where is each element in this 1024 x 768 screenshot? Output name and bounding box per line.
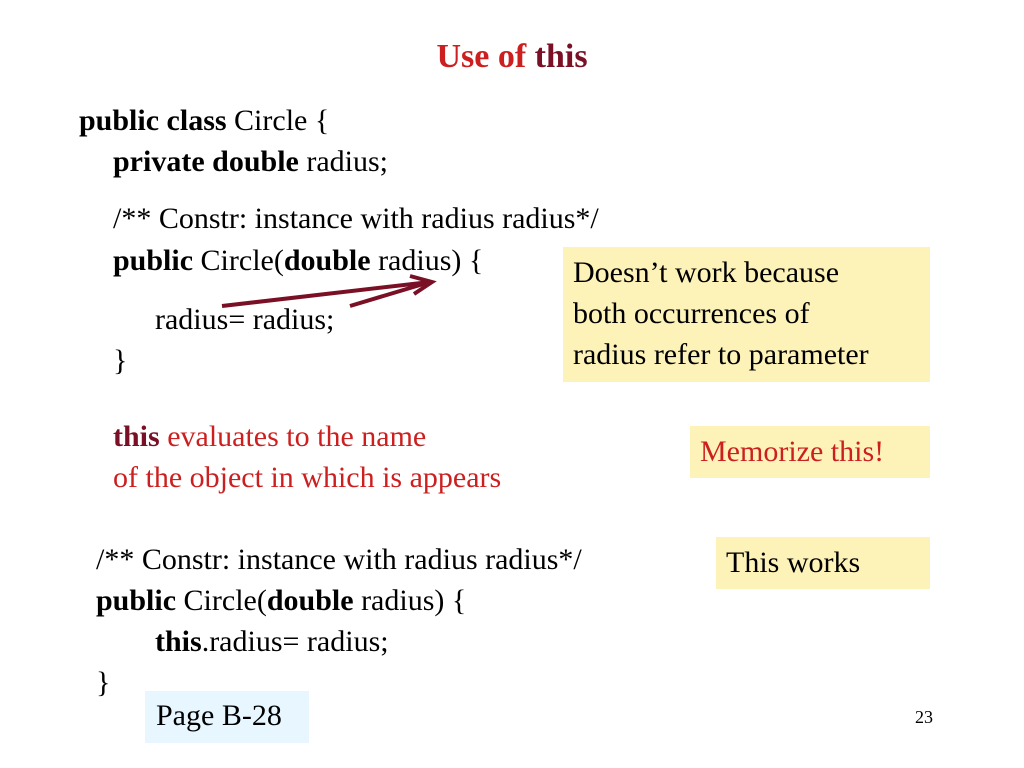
constructor1-signature: public Circle(double radius) { bbox=[113, 244, 484, 277]
constructor2-comment: /** Constr: instance with radius radius*/ bbox=[96, 543, 582, 576]
constructor2-body: this.radius= radius; bbox=[155, 625, 389, 658]
constructor2-signature: public Circle(double radius) { bbox=[96, 584, 467, 617]
doesnt-work-note: Doesn’t work because both occurrences of radius refer to parameter bbox=[563, 247, 930, 382]
constructor2-close-brace: } bbox=[96, 666, 111, 699]
this-works-note: This works bbox=[716, 537, 930, 589]
this-explanation-line1: this evaluates to the name bbox=[113, 420, 427, 453]
constructor1-body: radius= radius; bbox=[155, 303, 335, 336]
class-declaration: public class Circle { bbox=[79, 104, 330, 137]
memorize-note: Memorize this! bbox=[690, 426, 930, 478]
constructor1-close-brace: } bbox=[113, 344, 128, 377]
page-reference: Page B-28 bbox=[145, 691, 309, 743]
arrow-line-1 bbox=[222, 282, 430, 306]
this-explanation-line2: of the object in which is appears bbox=[113, 461, 502, 494]
constructor1-comment: /** Constr: instance with radius radius*/ bbox=[113, 202, 599, 235]
slide-number: 23 bbox=[915, 707, 933, 727]
field-declaration: private double radius; bbox=[113, 145, 389, 178]
slide-title: Use of this bbox=[436, 38, 588, 75]
